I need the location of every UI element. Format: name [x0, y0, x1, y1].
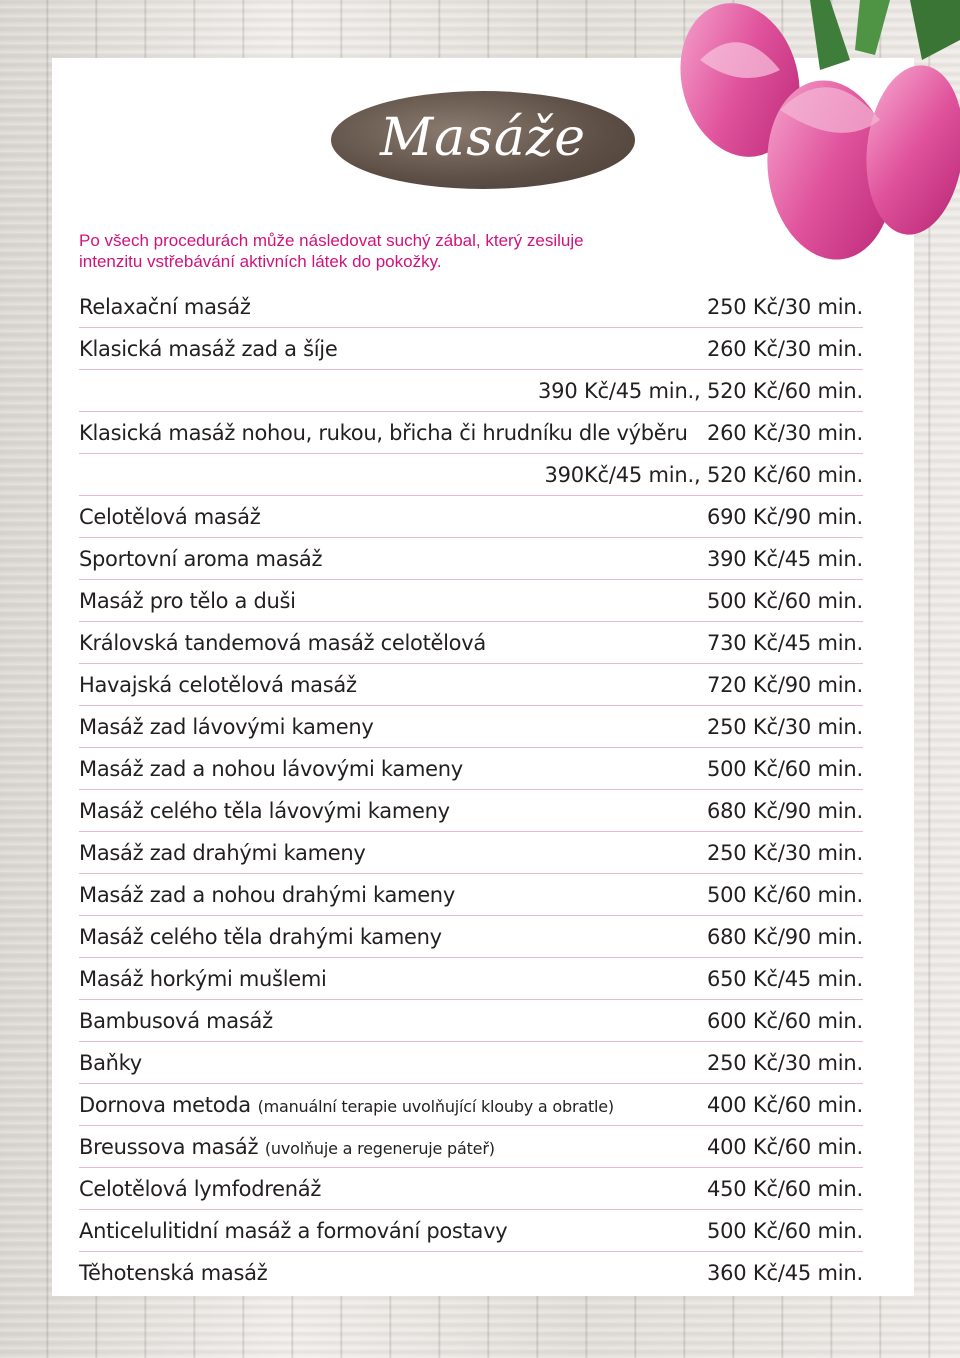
info-note-line: Po všech procedurách může následovat suchý zábal, který zesiluje: [79, 231, 584, 250]
price-row: [79, 1210, 863, 1252]
service-price: 250 Kč/30 min.: [706, 714, 863, 739]
service-price: 500 Kč/60 min.: [706, 1218, 863, 1243]
service-cell: [79, 337, 337, 361]
price-row: [79, 496, 863, 538]
service-price: 400 Kč/60 min.: [706, 1134, 863, 1159]
service-price: 720 Kč/90 min.: [706, 672, 863, 697]
service-cell: [79, 1051, 142, 1075]
service-cell: [79, 1177, 321, 1201]
price-row: [79, 580, 863, 622]
price-row: [79, 1168, 863, 1210]
service-price: 260 Kč/30 min.: [706, 336, 863, 361]
price-row: [79, 1252, 863, 1293]
price-row: [79, 958, 863, 1000]
service-cell: [79, 673, 357, 697]
service-cell: [79, 1093, 614, 1117]
service-cell: [79, 421, 688, 445]
price-row: [79, 328, 863, 370]
service-name: Masáž zad lávovými kameny: [79, 714, 374, 739]
price-row: [79, 832, 863, 874]
price-row: [79, 1000, 863, 1042]
service-name: Dornova metoda: [79, 1092, 251, 1117]
service-cell: [79, 883, 455, 907]
service-name: Masáž pro tělo a duši: [79, 588, 296, 613]
price-row: [79, 1084, 863, 1126]
service-cell: [79, 589, 296, 613]
service-cell: [79, 841, 366, 865]
price-row: [79, 1042, 863, 1084]
service-price: 400 Kč/60 min.: [706, 1092, 863, 1117]
price-row: [79, 412, 863, 454]
service-cell: [79, 1009, 273, 1033]
service-cell: [79, 715, 373, 739]
price-row: [79, 874, 863, 916]
service-price: 250 Kč/30 min.: [706, 1050, 863, 1075]
service-name: Masáž celého těla drahými kameny: [79, 924, 442, 949]
service-price: 450 Kč/60 min.: [706, 1176, 863, 1201]
service-name: Sportovní aroma masáž: [79, 546, 323, 571]
price-row: [79, 748, 863, 790]
price-row: [79, 790, 863, 832]
service-cell: [79, 799, 450, 823]
service-price: 390 Kč/45 min., 520 Kč/60 min.: [538, 378, 863, 403]
service-name: Bambusová masáž: [79, 1008, 273, 1033]
service-name: Relaxační masáž: [79, 294, 251, 319]
service-cell: [79, 295, 251, 319]
info-note-line: intenzitu vstřebávání aktivních látek do pokožky.: [79, 252, 442, 271]
service-price: 390 Kč/45 min.: [706, 546, 863, 571]
service-detail: (uvolňuje a regeneruje páteř): [264, 1138, 495, 1158]
service-price: 730 Kč/45 min.: [706, 630, 863, 655]
page-title: Masáže: [379, 108, 587, 168]
service-price: 500 Kč/60 min.: [706, 882, 863, 907]
price-row: [79, 454, 863, 496]
service-name: Masáž zad a nohou lávovými kameny: [79, 756, 463, 781]
service-cell: [79, 925, 442, 949]
tulips-decoration: [660, 0, 960, 290]
service-cell: [79, 1219, 507, 1243]
service-price: 690 Kč/90 min.: [706, 504, 863, 529]
price-row: [79, 286, 863, 328]
service-name: Celotělová masáž: [79, 504, 261, 529]
service-price: 360 Kč/45 min.: [706, 1260, 863, 1285]
service-price: 500 Kč/60 min.: [706, 588, 863, 613]
service-price: 680 Kč/90 min.: [706, 798, 863, 823]
service-name: Anticelulitidní masáž a formování postavy: [79, 1218, 508, 1243]
info-note: [79, 230, 679, 272]
service-name: Baňky: [79, 1050, 142, 1075]
service-price: 390Kč/45 min., 520 Kč/60 min.: [544, 462, 863, 487]
price-row: [79, 664, 863, 706]
service-cell: [79, 631, 486, 655]
service-price: 500 Kč/60 min.: [706, 756, 863, 781]
service-cell: [79, 547, 322, 571]
service-cell: [79, 757, 463, 781]
service-name: Masáž zad a nohou drahými kameny: [79, 882, 455, 907]
service-cell: [79, 505, 260, 529]
service-name: Havajská celotělová masáž: [79, 672, 357, 697]
service-name: Breussova masáž: [79, 1134, 259, 1159]
service-name: Masáž celého těla lávovými kameny: [79, 798, 450, 823]
service-cell: [79, 1261, 267, 1285]
service-price: 260 Kč/30 min.: [706, 420, 863, 445]
service-cell: [79, 967, 327, 991]
price-row: [79, 706, 863, 748]
service-price: 600 Kč/60 min.: [706, 1008, 863, 1033]
service-name: Celotělová lymfodrenáž: [79, 1176, 322, 1201]
service-name: Masáž horkými mušlemi: [79, 966, 327, 991]
price-list: [79, 286, 863, 1293]
service-name: Těhotenská masáž: [79, 1260, 268, 1285]
service-name: Královská tandemová masáž celotělová: [79, 630, 486, 655]
price-row: [79, 538, 863, 580]
price-row: [79, 916, 863, 958]
service-name: Klasická masáž zad a šíje: [79, 336, 338, 361]
service-price: 250 Kč/30 min.: [706, 840, 863, 865]
service-detail: (manuální terapie uvolňující klouby a obratle): [257, 1096, 614, 1116]
service-cell: [79, 1135, 495, 1159]
service-price: 680 Kč/90 min.: [706, 924, 863, 949]
service-price: 250 Kč/30 min.: [706, 294, 863, 319]
service-name: Klasická masáž nohou, rukou, břicha či hrudníku dle výběru: [79, 420, 688, 445]
price-row: [79, 370, 863, 412]
title-badge: [331, 91, 635, 189]
service-name: Masáž zad drahými kameny: [79, 840, 366, 865]
price-row: [79, 1126, 863, 1168]
price-row: [79, 622, 863, 664]
service-price: 650 Kč/45 min.: [706, 966, 863, 991]
